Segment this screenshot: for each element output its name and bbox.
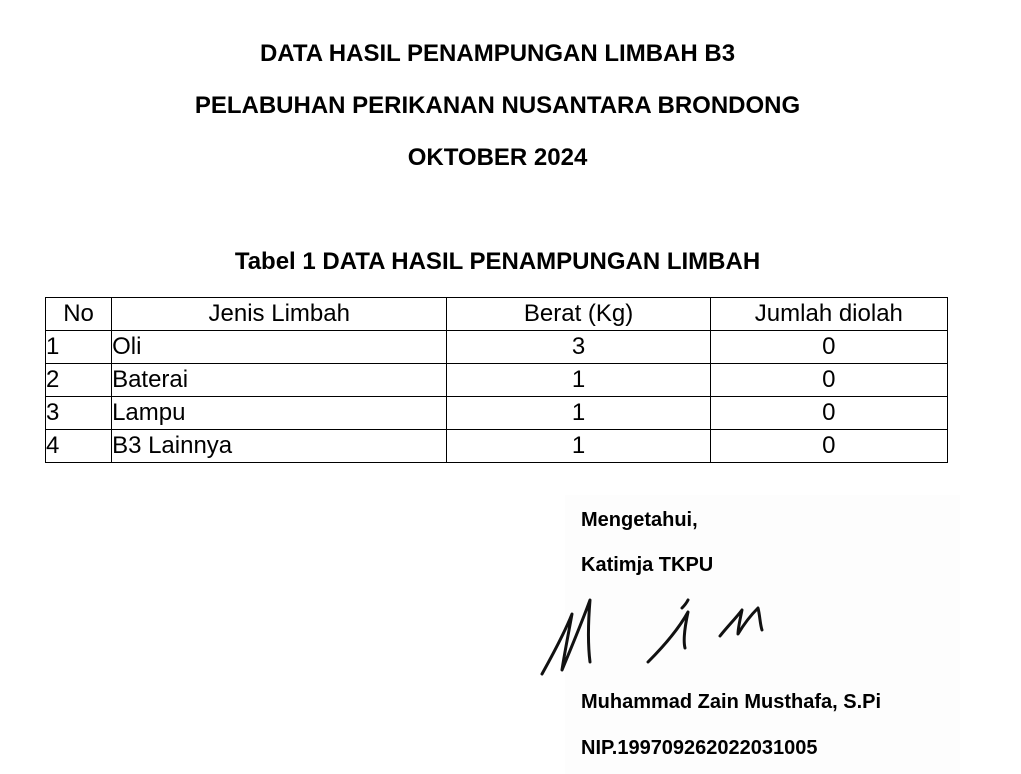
column-header-jenis-limbah: Jenis Limbah bbox=[112, 298, 447, 331]
position-label: Katimja TKPU bbox=[581, 554, 714, 576]
column-header-jumlah-diolah: Jumlah diolah bbox=[710, 298, 947, 331]
table-header-row bbox=[46, 298, 948, 331]
cell-berat: 1 bbox=[447, 397, 710, 430]
table-row bbox=[46, 331, 948, 364]
cell-jumlah-diolah: 0 bbox=[710, 397, 947, 430]
cell-jenis-limbah: Baterai bbox=[112, 364, 447, 397]
cell-jenis-limbah: Lampu bbox=[112, 397, 447, 430]
cell-no: 4 bbox=[46, 430, 112, 463]
column-header-no: No bbox=[46, 298, 112, 331]
signatory-name: Muhammad Zain Musthafa, S.Pi bbox=[581, 691, 882, 713]
waste-table bbox=[45, 297, 948, 463]
cell-jumlah-diolah: 0 bbox=[710, 430, 947, 463]
cell-jenis-limbah: Oli bbox=[112, 331, 447, 364]
cell-no: 1 bbox=[46, 331, 112, 364]
cell-jenis-limbah: B3 Lainnya bbox=[112, 430, 447, 463]
table-row bbox=[46, 430, 948, 463]
cell-berat: 3 bbox=[447, 331, 710, 364]
document-title-line-2: PELABUHAN PERIKANAN NUSANTARA BRONDONG bbox=[194, 92, 801, 119]
table-row bbox=[46, 397, 948, 430]
cell-no: 2 bbox=[46, 364, 112, 397]
document-title-line-3: OKTOBER 2024 bbox=[407, 144, 588, 171]
cell-berat: 1 bbox=[447, 364, 710, 397]
cell-jumlah-diolah: 0 bbox=[710, 331, 947, 364]
cell-no: 3 bbox=[46, 397, 112, 430]
document-title-line-1: DATA HASIL PENAMPUNGAN LIMBAH B3 bbox=[259, 40, 736, 67]
table-row bbox=[46, 364, 948, 397]
table-caption: Tabel 1 DATA HASIL PENAMPUNGAN LIMBAH bbox=[234, 248, 761, 275]
cell-berat: 1 bbox=[447, 430, 710, 463]
cell-jumlah-diolah: 0 bbox=[710, 364, 947, 397]
signatory-nip: NIP.199709262022031005 bbox=[581, 737, 818, 759]
column-header-berat: Berat (Kg) bbox=[447, 298, 710, 331]
acknowledged-label: Mengetahui, bbox=[581, 509, 698, 531]
handwritten-signature bbox=[538, 590, 788, 685]
